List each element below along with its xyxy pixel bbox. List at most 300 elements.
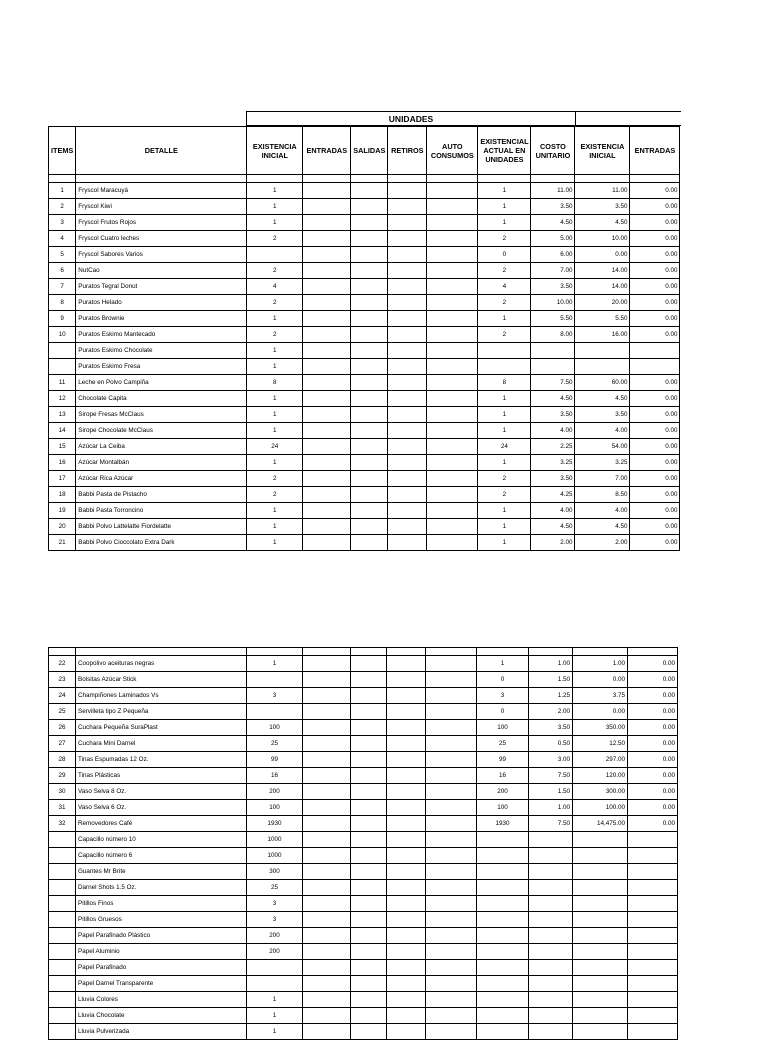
cell-existencia-inicial-value [573, 864, 628, 880]
table-row [49, 327, 680, 343]
cell-item [49, 832, 76, 848]
cell-item: 24 [49, 688, 76, 704]
cell-detalle: Fryscol Frutos Rojos [76, 215, 247, 231]
cell-entradas-value [628, 864, 678, 880]
cell-salidas [351, 736, 387, 752]
cell-existencia-actual: 100 [477, 800, 529, 816]
cell-retiros [387, 992, 426, 1008]
table-row [49, 752, 678, 768]
cell-existencia-inicial: 99 [247, 752, 303, 768]
cell-entradas [303, 327, 351, 343]
cell-existencia-inicial-value: 16.00 [575, 327, 630, 343]
cell-detalle: Azúcar La Ceiba [76, 439, 247, 455]
cell-detalle: Servilleta tipo Z Pequeña [76, 704, 247, 720]
cell-detalle: Lluvia Colores [76, 992, 247, 1008]
cell-salidas [351, 720, 387, 736]
cell-salidas [351, 928, 387, 944]
cell-item: 25 [49, 704, 76, 720]
cell-retiros [387, 752, 426, 768]
cell-entradas-value: 0.00 [630, 295, 680, 311]
cell-existencia-actual: 2 [478, 231, 531, 247]
cell-existencia-inicial-value: 3.25 [575, 455, 630, 471]
cell-costo-unitario: 6.00 [531, 247, 575, 263]
table-row [49, 848, 678, 864]
cell-item: 21 [49, 535, 76, 551]
cell-entradas [303, 880, 351, 896]
cell-entradas-value: 0.00 [630, 439, 680, 455]
cell-auto-consumos [426, 1024, 477, 1040]
cell-existencia-inicial-value [575, 343, 630, 359]
cell-item [49, 896, 76, 912]
cell-entradas [303, 199, 351, 215]
cell-entradas-value: 0.00 [628, 672, 678, 688]
cell-auto-consumos [426, 912, 477, 928]
units-group-continuation [576, 112, 681, 126]
cell-existencia-inicial: 1 [247, 656, 303, 672]
cell-item: 4 [49, 231, 76, 247]
cell-costo-unitario: 7.00 [531, 263, 575, 279]
cell-entradas-value [628, 912, 678, 928]
cell-item: 28 [49, 752, 76, 768]
cell-detalle: Puratos Eskimo Mantecado [76, 327, 247, 343]
cell-existencia-inicial: 1 [247, 519, 303, 535]
cell-auto-consumos [426, 720, 477, 736]
cell-existencia-actual: 2 [478, 487, 531, 503]
cell-existencia-actual: 16 [477, 768, 529, 784]
cell-existencia-inicial-value: 5.50 [575, 311, 630, 327]
cell-existencia-inicial: 1000 [247, 832, 303, 848]
cell-detalle: Puratos Eskimo Fresa [76, 359, 247, 375]
cell-existencia-actual: 0 [478, 247, 531, 263]
cell-detalle: Chocolate Capita [76, 391, 247, 407]
cell-salidas [351, 704, 387, 720]
cell-retiros [388, 503, 427, 519]
table-row [49, 263, 680, 279]
cell-entradas [303, 992, 351, 1008]
cell-existencia-inicial: 1 [247, 359, 303, 375]
cell-item: 7 [49, 279, 76, 295]
col-existencia-inicial-value: EXISTENCIA INICIAL [575, 127, 630, 175]
cell-retiros [388, 487, 427, 503]
cell-existencia-inicial-value: 3.75 [573, 688, 628, 704]
cell-salidas [351, 896, 387, 912]
cell-detalle: Azúcar Montalbán [76, 455, 247, 471]
cell-existencia-actual [477, 832, 529, 848]
cell-detalle: Vaso Selva 6 Oz. [76, 800, 247, 816]
cell-existencia-inicial-value [573, 976, 628, 992]
cell-entradas-value [628, 1008, 678, 1024]
cell-existencia-inicial-value [573, 928, 628, 944]
cell-existencia-inicial-value [573, 944, 628, 960]
cell-existencia-inicial-value [573, 896, 628, 912]
cell-retiros [388, 247, 427, 263]
cell-item [49, 848, 76, 864]
cell-detalle: Puratos Eskimo Chocolate [76, 343, 247, 359]
cell-existencia-inicial-value: 54.00 [575, 439, 630, 455]
cell-entradas [303, 215, 351, 231]
cell-salidas [351, 231, 388, 247]
table-row [49, 391, 680, 407]
cell-existencia-actual: 1 [478, 391, 531, 407]
cell-item: 17 [49, 471, 76, 487]
cell-detalle: Babbi Pasta de Pistacho [76, 487, 247, 503]
cell-existencia-actual [477, 848, 529, 864]
cell-costo-unitario: 3.50 [529, 720, 573, 736]
cell-existencia-inicial-value: 14.00 [575, 263, 630, 279]
cell-existencia-inicial-value: 12.50 [573, 736, 628, 752]
cell-existencia-inicial-value [573, 1024, 628, 1040]
cell-entradas [303, 519, 351, 535]
cell-salidas [351, 471, 388, 487]
table-row [49, 720, 678, 736]
cell-retiros [388, 423, 427, 439]
cell-costo-unitario: 10.00 [531, 295, 575, 311]
cell-auto-consumos [427, 327, 478, 343]
table-row [49, 976, 678, 992]
cell-existencia-actual: 2 [478, 295, 531, 311]
cell-detalle: Lluvia Pulverizada [76, 1024, 247, 1040]
cell-item: 32 [49, 816, 76, 832]
header-spacer-row [49, 175, 680, 183]
cell-existencia-inicial: 1000 [247, 848, 303, 864]
table-row [49, 471, 680, 487]
inventory-table-top [48, 126, 680, 551]
cell-costo-unitario: 2.00 [529, 704, 573, 720]
cell-existencia-inicial: 1 [247, 1008, 303, 1024]
cell-auto-consumos [426, 752, 477, 768]
cell-retiros [387, 864, 426, 880]
table-row [49, 279, 680, 295]
cell-salidas [351, 183, 388, 199]
cell-existencia-actual [477, 1008, 529, 1024]
cell-item: 14 [49, 423, 76, 439]
cell-detalle: Fryscol Cuatro leches [76, 231, 247, 247]
cell-entradas [303, 896, 351, 912]
cell-auto-consumos [427, 199, 478, 215]
cell-retiros [387, 976, 426, 992]
cell-existencia-inicial: 1 [247, 455, 303, 471]
cell-costo-unitario: 3.00 [529, 752, 573, 768]
cell-existencia-actual: 0 [477, 672, 529, 688]
cell-retiros [387, 960, 426, 976]
cell-auto-consumos [427, 487, 478, 503]
cell-existencia-actual [477, 1024, 529, 1040]
cell-item: 2 [49, 199, 76, 215]
cell-existencia-actual: 1 [478, 519, 531, 535]
cell-existencia-inicial: 1 [247, 423, 303, 439]
cell-entradas [303, 439, 351, 455]
cell-auto-consumos [426, 816, 477, 832]
cell-auto-consumos [427, 471, 478, 487]
cell-salidas [351, 800, 387, 816]
col-existencia-actual: EXISTENCIAL ACTUAL EN UNIDADES [478, 127, 531, 175]
cell-costo-unitario: 7.50 [529, 816, 573, 832]
cell-auto-consumos [427, 535, 478, 551]
cell-detalle: NutCao [76, 263, 247, 279]
cell-retiros [388, 279, 427, 295]
cell-auto-consumos [427, 311, 478, 327]
cell-entradas [303, 816, 351, 832]
table-row [49, 704, 678, 720]
cell-auto-consumos [426, 832, 477, 848]
cell-entradas [303, 736, 351, 752]
cell-salidas [351, 976, 387, 992]
cell-retiros [387, 816, 426, 832]
cell-existencia-inicial: 1 [247, 183, 303, 199]
cell-costo-unitario [529, 864, 573, 880]
cell-entradas-value: 0.00 [628, 800, 678, 816]
cell-auto-consumos [427, 359, 478, 375]
table-row [49, 311, 680, 327]
cell-entradas-value: 0.00 [630, 423, 680, 439]
cell-existencia-actual: 2 [478, 471, 531, 487]
cell-retiros [387, 944, 426, 960]
cell-retiros [388, 391, 427, 407]
cell-costo-unitario [529, 832, 573, 848]
table-row [49, 944, 678, 960]
cell-existencia-actual [477, 864, 529, 880]
table-row [49, 231, 680, 247]
cell-existencia-actual [477, 928, 529, 944]
col-existencia-inicial: EXISTENCIA INICIAL [247, 127, 303, 175]
cell-item: 9 [49, 311, 76, 327]
cell-existencia-inicial: 16 [247, 768, 303, 784]
cell-auto-consumos [427, 391, 478, 407]
cell-detalle: Tinas Espumadas 12 Oz. [76, 752, 247, 768]
cell-costo-unitario [529, 912, 573, 928]
cell-entradas [303, 311, 351, 327]
cell-existencia-inicial: 1 [247, 535, 303, 551]
cell-existencia-actual: 200 [477, 784, 529, 800]
cell-existencia-actual: 1 [478, 535, 531, 551]
cell-existencia-inicial-value [573, 1008, 628, 1024]
cell-item: 3 [49, 215, 76, 231]
cell-item [49, 976, 76, 992]
cell-detalle: Papel Parafinado [76, 960, 247, 976]
table-row [49, 960, 678, 976]
cell-item: 31 [49, 800, 76, 816]
cell-auto-consumos [426, 944, 477, 960]
cell-item: 1 [49, 183, 76, 199]
cell-existencia-actual [477, 960, 529, 976]
table-row [49, 688, 678, 704]
cell-existencia-actual: 1 [478, 183, 531, 199]
table-row [49, 519, 680, 535]
cell-existencia-inicial-value: 8.50 [575, 487, 630, 503]
cell-retiros [388, 311, 427, 327]
cell-entradas [303, 423, 351, 439]
cell-detalle: Champiñones Laminados Vs [76, 688, 247, 704]
table-row [49, 880, 678, 896]
cell-detalle: Papel Aluminio [76, 944, 247, 960]
cell-salidas [351, 199, 388, 215]
col-auto-consumos: AUTO CONSUMOS [427, 127, 478, 175]
col-entradas-value: ENTRADAS [630, 127, 680, 175]
cell-entradas [303, 231, 351, 247]
cell-entradas-value [630, 343, 680, 359]
table-row [49, 816, 678, 832]
cell-detalle: Sirope Chocolate McClaus [76, 423, 247, 439]
cell-existencia-actual: 8 [478, 375, 531, 391]
cell-existencia-inicial: 3 [247, 912, 303, 928]
cell-entradas-value [628, 1024, 678, 1040]
table-row [49, 864, 678, 880]
cell-existencia-inicial-value: 4.00 [575, 503, 630, 519]
cell-retiros [388, 327, 427, 343]
table-row [49, 1024, 678, 1040]
cell-existencia-inicial: 1 [247, 1024, 303, 1040]
cell-costo-unitario: 3.25 [531, 455, 575, 471]
cell-existencia-actual: 1 [478, 199, 531, 215]
cell-existencia-inicial-value: 0.00 [573, 704, 628, 720]
cell-auto-consumos [426, 992, 477, 1008]
cell-entradas [303, 688, 351, 704]
cell-retiros [388, 215, 427, 231]
cell-entradas-value: 0.00 [630, 231, 680, 247]
cell-existencia-inicial-value: 11.00 [575, 183, 630, 199]
cell-retiros [388, 471, 427, 487]
cell-existencia-actual [477, 992, 529, 1008]
cell-existencia-inicial: 200 [247, 928, 303, 944]
cell-retiros [388, 535, 427, 551]
cell-detalle: Puratos Brownie [76, 311, 247, 327]
cell-retiros [387, 1008, 426, 1024]
cell-auto-consumos [426, 688, 477, 704]
cell-entradas [303, 704, 351, 720]
cell-existencia-inicial: 1 [247, 311, 303, 327]
cell-salidas [351, 391, 388, 407]
cell-retiros [388, 231, 427, 247]
cell-salidas [351, 247, 388, 263]
cell-salidas [351, 960, 387, 976]
cell-existencia-actual: 4 [478, 279, 531, 295]
cell-entradas-value: 0.00 [628, 736, 678, 752]
cell-detalle: Sirope Fresas McClaus [76, 407, 247, 423]
cell-entradas [303, 752, 351, 768]
cell-salidas [351, 407, 388, 423]
cell-auto-consumos [426, 784, 477, 800]
table-row [49, 1008, 678, 1024]
cell-entradas-value: 0.00 [630, 247, 680, 263]
cell-entradas-value: 0.00 [630, 263, 680, 279]
cell-existencia-inicial-value: 1.00 [573, 656, 628, 672]
cell-item [49, 944, 76, 960]
col-entradas: ENTRADAS [303, 127, 351, 175]
cell-entradas-value: 0.00 [628, 704, 678, 720]
cell-existencia-inicial-value: 14.00 [575, 279, 630, 295]
cell-detalle: Lluvia Chocolate [76, 1008, 247, 1024]
cell-retiros [387, 880, 426, 896]
table-body-top [49, 183, 680, 551]
cell-costo-unitario: 4.50 [531, 519, 575, 535]
cell-existencia-inicial: 2 [247, 487, 303, 503]
cell-existencia-actual: 24 [478, 439, 531, 455]
cell-existencia-inicial: 200 [247, 784, 303, 800]
cell-auto-consumos [427, 263, 478, 279]
cell-item: 15 [49, 439, 76, 455]
cell-retiros [388, 439, 427, 455]
cell-costo-unitario: 2.00 [531, 535, 575, 551]
cell-existencia-inicial: 2 [247, 263, 303, 279]
cell-existencia-inicial: 25 [247, 736, 303, 752]
cell-salidas [351, 535, 388, 551]
cell-salidas [351, 688, 387, 704]
cell-entradas-value: 0.00 [630, 487, 680, 503]
cell-existencia-inicial-value: 20.00 [575, 295, 630, 311]
cell-existencia-inicial-value: 0.00 [573, 672, 628, 688]
cell-item: 29 [49, 768, 76, 784]
cell-retiros [387, 1024, 426, 1040]
cell-existencia-actual [477, 880, 529, 896]
cell-existencia-inicial: 1 [247, 992, 303, 1008]
cell-costo-unitario [531, 359, 575, 375]
cell-auto-consumos [427, 279, 478, 295]
cell-existencia-inicial: 8 [247, 375, 303, 391]
cell-existencia-inicial-value: 100.00 [573, 800, 628, 816]
cell-existencia-inicial: 1 [247, 391, 303, 407]
cell-costo-unitario: 11.00 [531, 183, 575, 199]
cell-entradas-value: 0.00 [630, 519, 680, 535]
cell-retiros [387, 912, 426, 928]
cell-entradas [303, 656, 351, 672]
cell-entradas [303, 295, 351, 311]
cell-entradas [303, 1008, 351, 1024]
cell-existencia-inicial: 1 [247, 199, 303, 215]
cell-salidas [351, 519, 388, 535]
cell-existencia-actual: 1 [478, 503, 531, 519]
cell-retiros [388, 455, 427, 471]
cell-existencia-actual: 0 [477, 704, 529, 720]
table-row [49, 832, 678, 848]
table-row [49, 407, 680, 423]
cell-costo-unitario [529, 1024, 573, 1040]
table-row [49, 535, 680, 551]
cell-entradas-value: 0.00 [630, 503, 680, 519]
cell-entradas [303, 487, 351, 503]
cell-costo-unitario [529, 960, 573, 976]
cell-auto-consumos [426, 704, 477, 720]
cell-costo-unitario: 8.00 [531, 327, 575, 343]
cell-salidas [351, 672, 387, 688]
cell-retiros [387, 768, 426, 784]
cell-detalle: Capacillo número 10 [76, 832, 247, 848]
cell-existencia-actual: 25 [477, 736, 529, 752]
cell-costo-unitario [531, 343, 575, 359]
cell-retiros [388, 519, 427, 535]
cell-costo-unitario: 1.50 [529, 672, 573, 688]
top-spacer-row [49, 648, 678, 656]
cell-existencia-actual: 99 [477, 752, 529, 768]
cell-existencia-inicial: 100 [247, 800, 303, 816]
cell-existencia-inicial-value: 300.00 [573, 784, 628, 800]
cell-detalle: Leche en Polvo Campiña [76, 375, 247, 391]
cell-entradas [303, 1024, 351, 1040]
cell-entradas-value: 0.00 [628, 688, 678, 704]
cell-auto-consumos [426, 736, 477, 752]
cell-entradas [303, 848, 351, 864]
cell-auto-consumos [426, 960, 477, 976]
cell-entradas [303, 247, 351, 263]
col-detalle: DETALLE [76, 127, 247, 175]
cell-existencia-actual [478, 359, 531, 375]
cell-detalle: Fryscol Maracuyá [76, 183, 247, 199]
table-row [49, 656, 678, 672]
cell-salidas [351, 784, 387, 800]
table-row [49, 784, 678, 800]
cell-existencia-inicial: 2 [247, 327, 303, 343]
cell-auto-consumos [427, 231, 478, 247]
cell-costo-unitario: 3.50 [531, 279, 575, 295]
